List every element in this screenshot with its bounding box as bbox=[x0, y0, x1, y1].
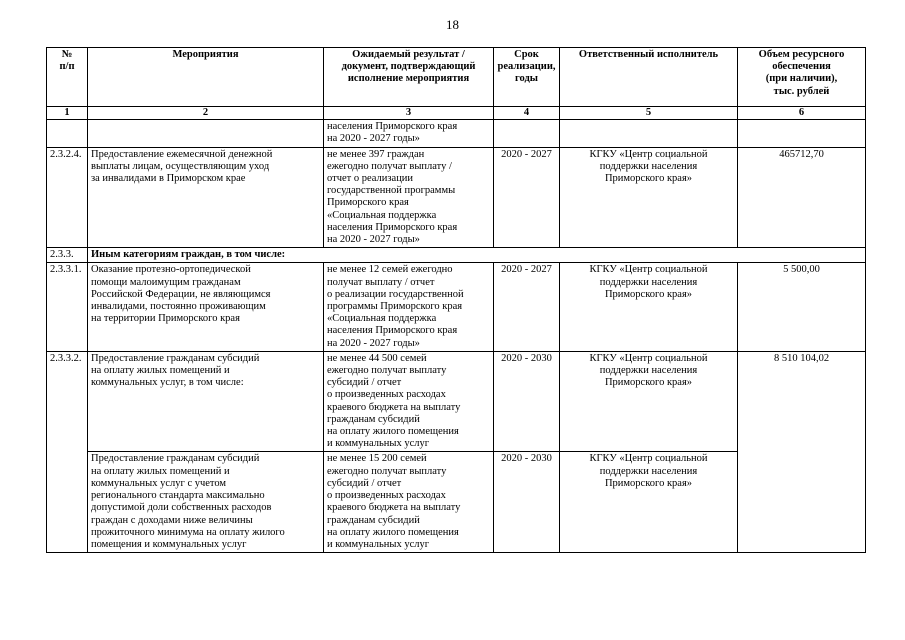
row-activity: Предоставление ежемесячной денежной выплаты лицам, осуществляющим уход за инвалидами в Приморском крае bbox=[88, 147, 324, 248]
row-result: населения Приморского края на 2020 - 2027 годы» bbox=[324, 120, 494, 147]
column-number: 3 bbox=[324, 107, 494, 120]
table-header-row bbox=[47, 48, 866, 107]
row-result: не менее 12 семей ежегодно получат выплату / отчет о реализации государственной программы Приморского края «Социальная поддержка населения Приморского края на 2020 - 2027 годы» bbox=[324, 263, 494, 351]
row-term bbox=[494, 120, 560, 147]
row-term: 2020 - 2030 bbox=[494, 351, 560, 452]
header-number: № п/п bbox=[47, 48, 88, 107]
row-number: 2.3.3.1. bbox=[47, 263, 88, 351]
header-resources: Объем ресурсного обеспечения (при наличии), тыс. рублей bbox=[738, 48, 866, 107]
row-result: не менее 15 200 семей ежегодно получат выплату субсидий / отчет о произведенных расходах краевого бюджета на выплату гражданам субсидий на оплату жилого помещения и коммунальных услуг bbox=[324, 452, 494, 553]
table-row bbox=[47, 120, 866, 147]
row-number: 2.3.2.4. bbox=[47, 147, 88, 248]
row-number: 2.3.3.2. bbox=[47, 351, 88, 552]
column-number: 5 bbox=[560, 107, 738, 120]
row-term: 2020 - 2027 bbox=[494, 263, 560, 351]
row-result: не менее 397 граждан ежегодно получат выплату / отчет о реализации государственной программы Приморского края «Социальная поддержка населения Приморского края на 2020 - 2027 годы» bbox=[324, 147, 494, 248]
row-amount: 465712,70 bbox=[738, 147, 866, 248]
header-activities: Мероприятия bbox=[88, 48, 324, 107]
page-number: 18 bbox=[446, 17, 459, 32]
row-activity: Оказание протезно-ортопедической помощи малоимущим гражданам Российской Федерации, не являющимся инвалидами, постоянно проживающим на территории Приморского края bbox=[88, 263, 324, 351]
row-result: не менее 44 500 семей ежегодно получат выплату субсидий / отчет о произведенных расходах краевого бюджета на выплату гражданам субсидий на оплату жилого помещения и коммунальных услуг bbox=[324, 351, 494, 452]
row-term: 2020 - 2030 bbox=[494, 452, 560, 553]
row-executor: КГКУ «Центр социальной поддержки населения Приморского края» bbox=[560, 351, 738, 452]
row-executor: КГКУ «Центр социальной поддержки населения Приморского края» bbox=[560, 452, 738, 553]
row-executor bbox=[560, 120, 738, 147]
measures-table bbox=[46, 47, 866, 553]
header-executor: Ответственный исполнитель bbox=[560, 48, 738, 107]
table-row bbox=[47, 147, 866, 248]
row-activity: Предоставление гражданам субсидий на оплату жилых помещений и коммунальных услуг, в том числе: bbox=[88, 351, 324, 452]
row-amount bbox=[738, 120, 866, 147]
row-term: 2020 - 2027 bbox=[494, 147, 560, 248]
column-number: 4 bbox=[494, 107, 560, 120]
column-number: 1 bbox=[47, 107, 88, 120]
row-executor: КГКУ «Центр социальной поддержки населения Приморского края» bbox=[560, 263, 738, 351]
section-row bbox=[47, 248, 866, 263]
header-term: Срок реализации, годы bbox=[494, 48, 560, 107]
row-amount: 8 510 104,02 bbox=[738, 351, 866, 552]
table-row bbox=[47, 351, 866, 452]
section-title: Иным категориям граждан, в том числе: bbox=[88, 248, 866, 263]
column-number: 2 bbox=[88, 107, 324, 120]
row-number bbox=[47, 120, 88, 147]
table-row bbox=[47, 263, 866, 351]
row-executor: КГКУ «Центр социальной поддержки населения Приморского края» bbox=[560, 147, 738, 248]
column-number: 6 bbox=[738, 107, 866, 120]
row-amount: 5 500,00 bbox=[738, 263, 866, 351]
row-activity: Предоставление гражданам субсидий на оплату жилых помещений и коммунальных услуг с учетом регионального стандарта максимально допустимой доли собственных расходов граждан с доходами ниже величины прожиточного минимума на оплату жилого помещения и коммунальных услуг bbox=[88, 452, 324, 553]
row-activity bbox=[88, 120, 324, 147]
row-number: 2.3.3. bbox=[47, 248, 88, 263]
column-number-row bbox=[47, 107, 866, 120]
header-expected-result: Ожидаемый результат / документ, подтверждающий исполнение мероприятия bbox=[324, 48, 494, 107]
